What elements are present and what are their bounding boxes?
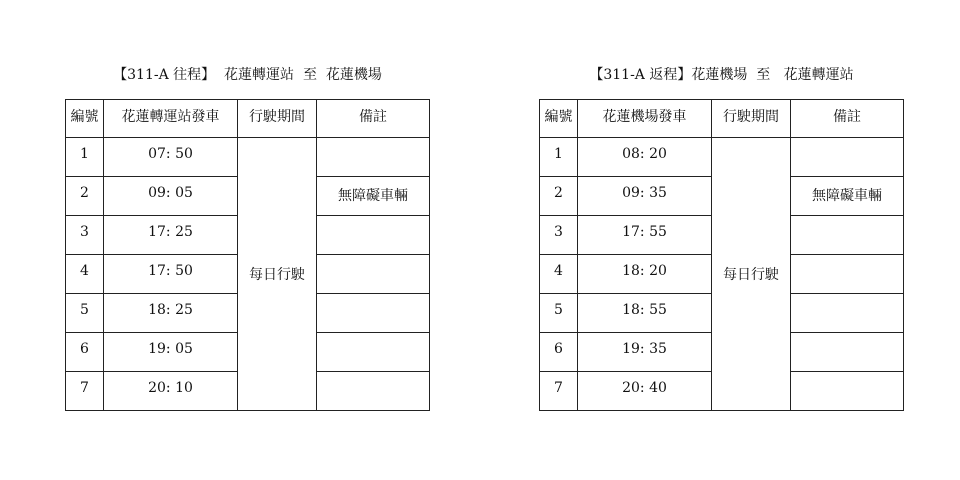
header-row (540, 100, 904, 138)
row-number: 5 (540, 294, 578, 333)
outbound-schedule (65, 62, 430, 411)
departure-time: 09: 35 (578, 177, 712, 216)
departure-time: 17: 50 (104, 255, 238, 294)
remark (317, 333, 430, 372)
return-schedule (539, 62, 904, 411)
departure-time: 20: 10 (104, 372, 238, 411)
remark (791, 216, 904, 255)
remark (791, 372, 904, 411)
remark (791, 255, 904, 294)
row-number: 2 (540, 177, 578, 216)
remark: 無障礙車輛 (317, 177, 430, 216)
remark (791, 294, 904, 333)
header-number: 編號 (66, 100, 104, 138)
header-remark: 備註 (317, 100, 430, 138)
departure-time: 07: 50 (104, 138, 238, 177)
departure-time: 08: 20 (578, 138, 712, 177)
departure-time: 19: 35 (578, 333, 712, 372)
header-departure: 花蓮轉運站發車 (104, 100, 238, 138)
service-period: 每日行駛 (238, 138, 317, 411)
remark (317, 294, 430, 333)
schedule-title: 【311-A 往程】 花蓮轉運站 至 花蓮機場 (113, 67, 382, 83)
departure-time: 18: 25 (104, 294, 238, 333)
service-period: 每日行駛 (712, 138, 791, 411)
remark (317, 372, 430, 411)
header-row (66, 100, 430, 138)
remark (317, 138, 430, 177)
header-period: 行駛期間 (712, 100, 791, 138)
timetable (65, 99, 430, 411)
remark: 無障礙車輛 (791, 177, 904, 216)
remark (317, 216, 430, 255)
header-departure: 花蓮機場發車 (578, 100, 712, 138)
timetable (539, 99, 904, 411)
row-number: 4 (540, 255, 578, 294)
row-number: 6 (540, 333, 578, 372)
row-number: 7 (540, 372, 578, 411)
row-number: 7 (66, 372, 104, 411)
departure-time: 18: 55 (578, 294, 712, 333)
header-remark: 備註 (791, 100, 904, 138)
row-number: 1 (540, 138, 578, 177)
table-row (66, 138, 430, 177)
row-number: 3 (540, 216, 578, 255)
header-period: 行駛期間 (238, 100, 317, 138)
row-number: 5 (66, 294, 104, 333)
row-number: 6 (66, 333, 104, 372)
remark (791, 333, 904, 372)
remark (317, 255, 430, 294)
departure-time: 19: 05 (104, 333, 238, 372)
departure-time: 20: 40 (578, 372, 712, 411)
table-row (540, 138, 904, 177)
row-number: 1 (66, 138, 104, 177)
row-number: 2 (66, 177, 104, 216)
departure-time: 17: 25 (104, 216, 238, 255)
row-number: 4 (66, 255, 104, 294)
remark (791, 138, 904, 177)
departure-time: 17: 55 (578, 216, 712, 255)
schedule-title: 【311-A 返程】花蓮機場 至 花蓮轉運站 (589, 67, 854, 83)
header-number: 編號 (540, 100, 578, 138)
departure-time: 09: 05 (104, 177, 238, 216)
departure-time: 18: 20 (578, 255, 712, 294)
row-number: 3 (66, 216, 104, 255)
